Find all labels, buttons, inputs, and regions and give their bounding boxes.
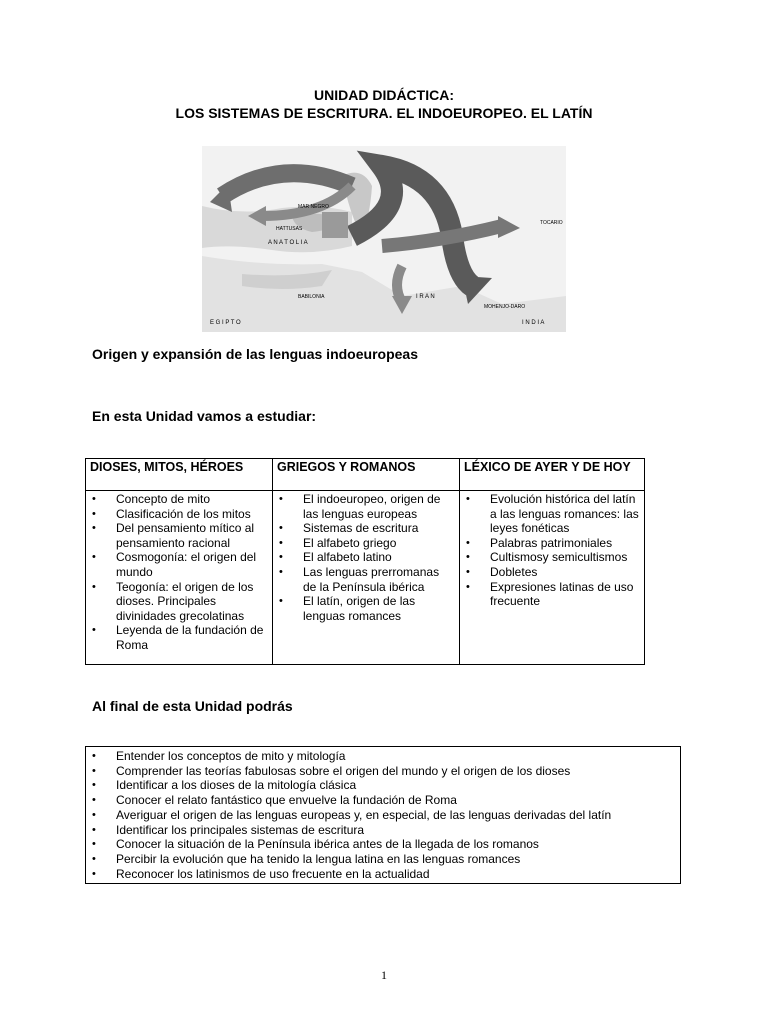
lexico-list: [464, 492, 640, 609]
list-item: • Reconocer los latinismos de uso frecuente en la actualidad: [90, 867, 676, 882]
griegos-list: [277, 492, 455, 623]
list-item: • El indoeuropeo, origen de las lenguas europeas: [277, 492, 455, 521]
list-item: • Concepto de mito: [90, 492, 268, 507]
list-item: • Entender los conceptos de mito y mitología: [90, 749, 676, 764]
indo-european-expansion-map: [202, 146, 566, 332]
page-number: 1: [381, 968, 387, 982]
column-header-dioses: DIOSES, MITOS, HÉROES: [86, 459, 273, 491]
list-item: • Conocer el relato fantástico que envuelve la fundación de Roma: [90, 793, 676, 808]
list-item: • Sistemas de escritura: [277, 521, 455, 536]
list-item: • El latín, origen de las lenguas romances: [277, 594, 455, 623]
objectives-list: [90, 749, 676, 881]
list-item: • El alfabeto latino: [277, 550, 455, 565]
list-item: • Identificar a los dioses de la mitología clásica: [90, 778, 676, 793]
document-title: UNIDAD DIDÁCTICA:: [314, 87, 454, 103]
units-table-header-row: [86, 459, 645, 491]
objectives-heading: Al final de esta Unidad podrás: [92, 698, 293, 714]
map-label-babilonia: BABILONIA: [298, 294, 325, 300]
list-item: • Leyenda de la fundación de Roma: [90, 623, 268, 652]
column-header-griegos: GRIEGOS Y ROMANOS: [273, 459, 460, 491]
map-label-mohenjo-daro: MOHENJO-DARO: [484, 304, 526, 310]
list-item: • Cosmogonía: el origen del mundo: [90, 550, 268, 579]
map-label-tocario: TOCARIO: [540, 220, 563, 226]
list-item: • Clasificación de los mitos: [90, 507, 268, 522]
column-cell-griegos: [273, 491, 460, 665]
map-label-anatolia: A N A T O L I A: [268, 240, 308, 246]
list-item: • Del pensamiento mítico al pensamiento racional: [90, 521, 268, 550]
dioses-list: [90, 492, 268, 653]
map-label-hattusas: HATTUSAS: [276, 226, 303, 232]
map-label-mar-negro: MAR NEGRO: [298, 204, 329, 210]
document-subtitle: LOS SISTEMAS DE ESCRITURA. EL INDOEUROPEO. EL LATÍN: [175, 105, 593, 121]
column-cell-dioses: [86, 491, 273, 665]
map-label-iran: I R A N: [416, 294, 435, 300]
list-item: • Averiguar el origen de las lenguas europeas y, en especial, de las lenguas derivadas del latín: [90, 808, 676, 823]
list-item: • El alfabeto griego: [277, 536, 455, 551]
list-item: • Palabras patrimoniales: [464, 536, 640, 551]
list-item: • Identificar los principales sistemas de escritura: [90, 823, 676, 838]
list-item: • Teogonía: el origen de los dioses. Principales divinidades grecolatinas: [90, 580, 268, 624]
objectives-box: [85, 746, 681, 884]
list-item: • Dobletes: [464, 565, 640, 580]
list-item: • Conocer la situación de la Península ibérica antes de la llegada de los romanos: [90, 837, 676, 852]
list-item: • Las lenguas prerromanas de la Península ibérica: [277, 565, 455, 594]
map-label-egipto: E G I P T O: [210, 320, 241, 326]
units-table: [85, 458, 645, 665]
column-cell-lexico: [460, 491, 645, 665]
study-heading: En esta Unidad vamos a estudiar:: [92, 408, 317, 424]
list-item: • Cultismosy semicultismos: [464, 550, 640, 565]
map-caption-heading: Origen y expansión de las lenguas indoeuropeas: [92, 346, 418, 362]
column-header-lexico: LÉXICO DE AYER Y DE HOY: [460, 459, 645, 491]
list-item: • Expresiones latinas de uso frecuente: [464, 580, 640, 609]
units-table-body-row: [86, 491, 645, 665]
map-label-india: I N D I A: [522, 320, 545, 326]
list-item: • Comprender las teorías fabulosas sobre el origen del mundo y el origen de los dioses: [90, 764, 676, 779]
list-item: • Evolución histórica del latín a las lenguas romances: las leyes fonéticas: [464, 492, 640, 536]
list-item: • Percibir la evolución que ha tenido la lengua latina en las lenguas romances: [90, 852, 676, 867]
